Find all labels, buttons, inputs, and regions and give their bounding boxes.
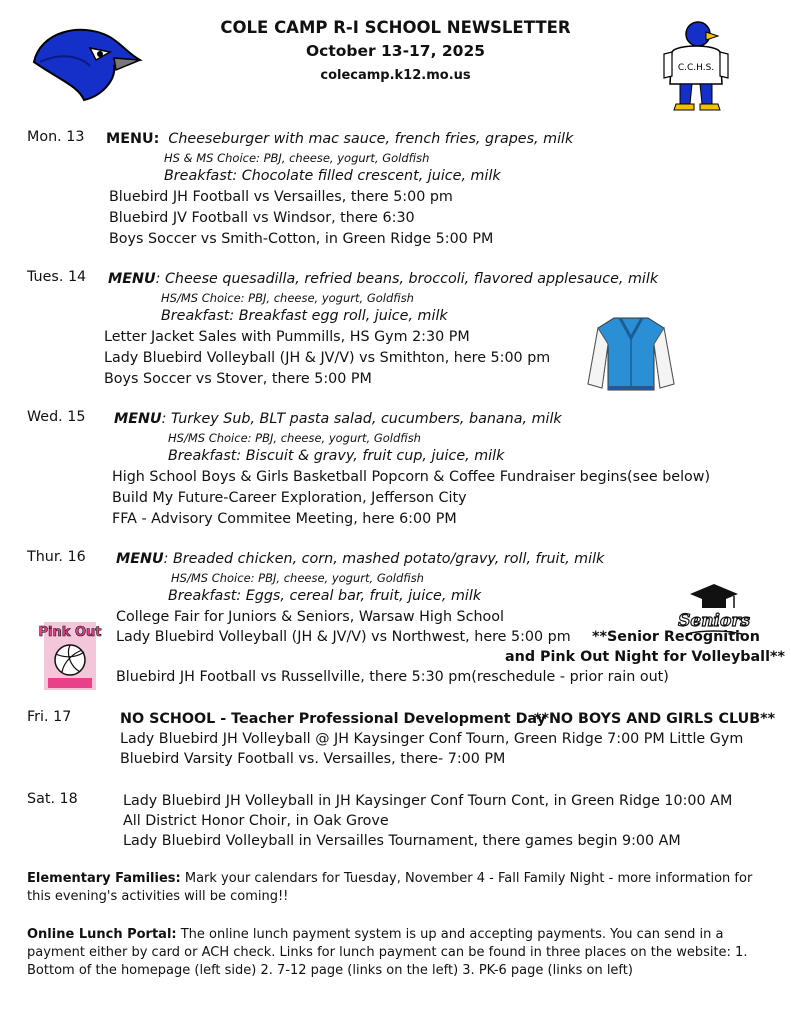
online-lunch-portal-notice (27, 926, 767, 980)
thursday-event: Lady Bluebird Volleyball (JH & JV/V) vs Northwest, here 5:00 pm (116, 629, 571, 645)
friday-headline: NO SCHOOL - Teacher Professional Development Day (120, 711, 546, 727)
pink-out-volleyball-graphic (38, 620, 102, 692)
tuesday-event: Letter Jacket Sales with Pummills, HS Gym 2:30 PM (104, 329, 470, 345)
thursday-menu-items: : Breaded chicken, corn, mashed potato/gravy, roll, fruit, milk (163, 551, 605, 567)
saturday-event: All District Honor Choir, in Oak Grove (123, 813, 389, 829)
thursday-menu (116, 550, 604, 568)
bluebird-mascot-logo (660, 18, 732, 118)
wednesday-event: High School Boys & Girls Basketball Popcorn & Coffee Fundraiser begins(see below) (112, 469, 711, 485)
elementary-notice-label: Elementary Families: (27, 871, 181, 886)
thursday-choice: HS/MS Choice: PBJ, cheese, yogurt, Goldfish (171, 571, 424, 585)
monday-event: Bluebird JV Football vs Windsor, there 6:30 (109, 210, 415, 226)
tuesday-breakfast: Breakfast: Breakfast egg roll, juice, milk (161, 308, 448, 324)
monday-menu (106, 130, 573, 148)
lunch-notice-label: Online Lunch Portal: (27, 927, 177, 942)
wednesday-menu-items: : Turkey Sub, BLT pasta salad, cucumbers, banana, milk (161, 411, 562, 427)
wednesday-menu-label: MENU (114, 411, 162, 427)
day-label-saturday: Sat. 18 (27, 791, 78, 807)
tuesday-event: Lady Bluebird Volleyball (JH & JV/V) vs Smithton, here 5:00 pm (104, 350, 551, 366)
newsletter-website: colecamp.k12.mo.us (320, 68, 471, 83)
pink-out-text: Pink Out (38, 625, 102, 640)
monday-event: Boys Soccer vs Smith-Cotton, in Green Ridge 5:00 PM (109, 231, 494, 247)
elementary-families-notice (27, 870, 767, 906)
wednesday-event: FFA - Advisory Commitee Meeting, here 6:00 PM (112, 511, 457, 527)
bluebird-head-logo (30, 22, 142, 102)
monday-breakfast: Breakfast: Chocolate filled crescent, juice, milk (164, 168, 501, 184)
tuesday-choice: HS/MS Choice: PBJ, cheese, yogurt, Goldfish (161, 291, 414, 305)
monday-event: Bluebird JH Football vs Versailles, there 5:00 pm (109, 189, 453, 205)
lunch-notice-text: The online lunch payment system is up and accepting payments. You can send in a payment either by card or ACH check. Links for lunch payment can be found in three places on the website: 1. Bottom of the homepage (left side) 2. 7-12 page (links on the left) 3. PK-6 page (links on left) (27, 927, 748, 978)
wednesday-choice: HS/MS Choice: PBJ, cheese, yogurt, Goldfish (168, 431, 421, 445)
mascot-shirt-text: C.C.H.S. (677, 63, 715, 73)
day-label-thursday: Thur. 16 (27, 549, 86, 565)
thursday-menu-label: MENU (116, 551, 164, 567)
saturday-event: Lady Bluebird JH Volleyball in JH Kaysinger Conf Tourn Cont, in Green Ridge 10:00 AM (123, 793, 733, 809)
wednesday-event: Build My Future-Career Exploration, Jefferson City (112, 490, 467, 506)
elementary-notice-text: Mark your calendars for Tuesday, November 4 - Fall Family Night - more information for this evening's activities will be coming!! (27, 871, 753, 904)
day-label-tuesday: Tues. 14 (27, 269, 87, 285)
friday-event: Lady Bluebird JH Volleyball @ JH Kaysinger Conf Tourn, Green Ridge 7:00 PM Little Gym (120, 731, 744, 747)
wednesday-menu (114, 410, 562, 428)
day-label-wednesday: Wed. 15 (27, 409, 86, 425)
saturday-event: Lady Bluebird Volleyball in Versailles Tournament, there games begin 9:00 AM (123, 833, 681, 849)
wednesday-breakfast: Breakfast: Biscuit & gravy, fruit cup, juice, milk (168, 448, 505, 464)
thursday-event: College Fair for Juniors & Seniors, Warsaw High School (116, 609, 505, 625)
seniors-text: Seniors (678, 611, 750, 631)
newsletter-title: COLE CAMP R-I SCHOOL NEWSLETTER (220, 18, 571, 37)
tuesday-event: Boys Soccer vs Stover, there 5:00 PM (104, 371, 372, 387)
seniors-graduation-graphic (672, 582, 756, 646)
day-label-monday: Mon. 13 (27, 129, 85, 145)
tuesday-menu-label: MENU (108, 271, 156, 287)
monday-choice: HS & MS Choice: PBJ, cheese, yogurt, Goldfish (164, 151, 430, 165)
tuesday-menu (108, 270, 658, 288)
pink-out-note: and Pink Out Night for Volleyball** (505, 649, 785, 665)
monday-menu-label: MENU: (106, 131, 160, 147)
thursday-breakfast: Breakfast: Eggs, cereal bar, fruit, juice, milk (168, 588, 482, 604)
letter-jacket-image (586, 314, 676, 392)
thursday-event: Bluebird JH Football vs Russellville, there 5:30 pm(reschedule - prior rain out) (116, 669, 669, 685)
senior-recognition-note: **Senior Recognition (592, 629, 760, 645)
newsletter-dates: October 13-17, 2025 (305, 42, 486, 60)
friday-headline-note: **NO BOYS AND GIRLS CLUB** (534, 711, 776, 727)
tuesday-menu-items: : Cheese quesadilla, refried beans, broccoli, flavored applesauce, milk (155, 271, 659, 287)
monday-menu-items: Cheeseburger with mac sauce, french fries, grapes, milk (168, 131, 574, 147)
day-label-friday: Fri. 17 (27, 709, 72, 725)
friday-event: Bluebird Varsity Football vs. Versailles, there- 7:00 PM (120, 751, 506, 767)
